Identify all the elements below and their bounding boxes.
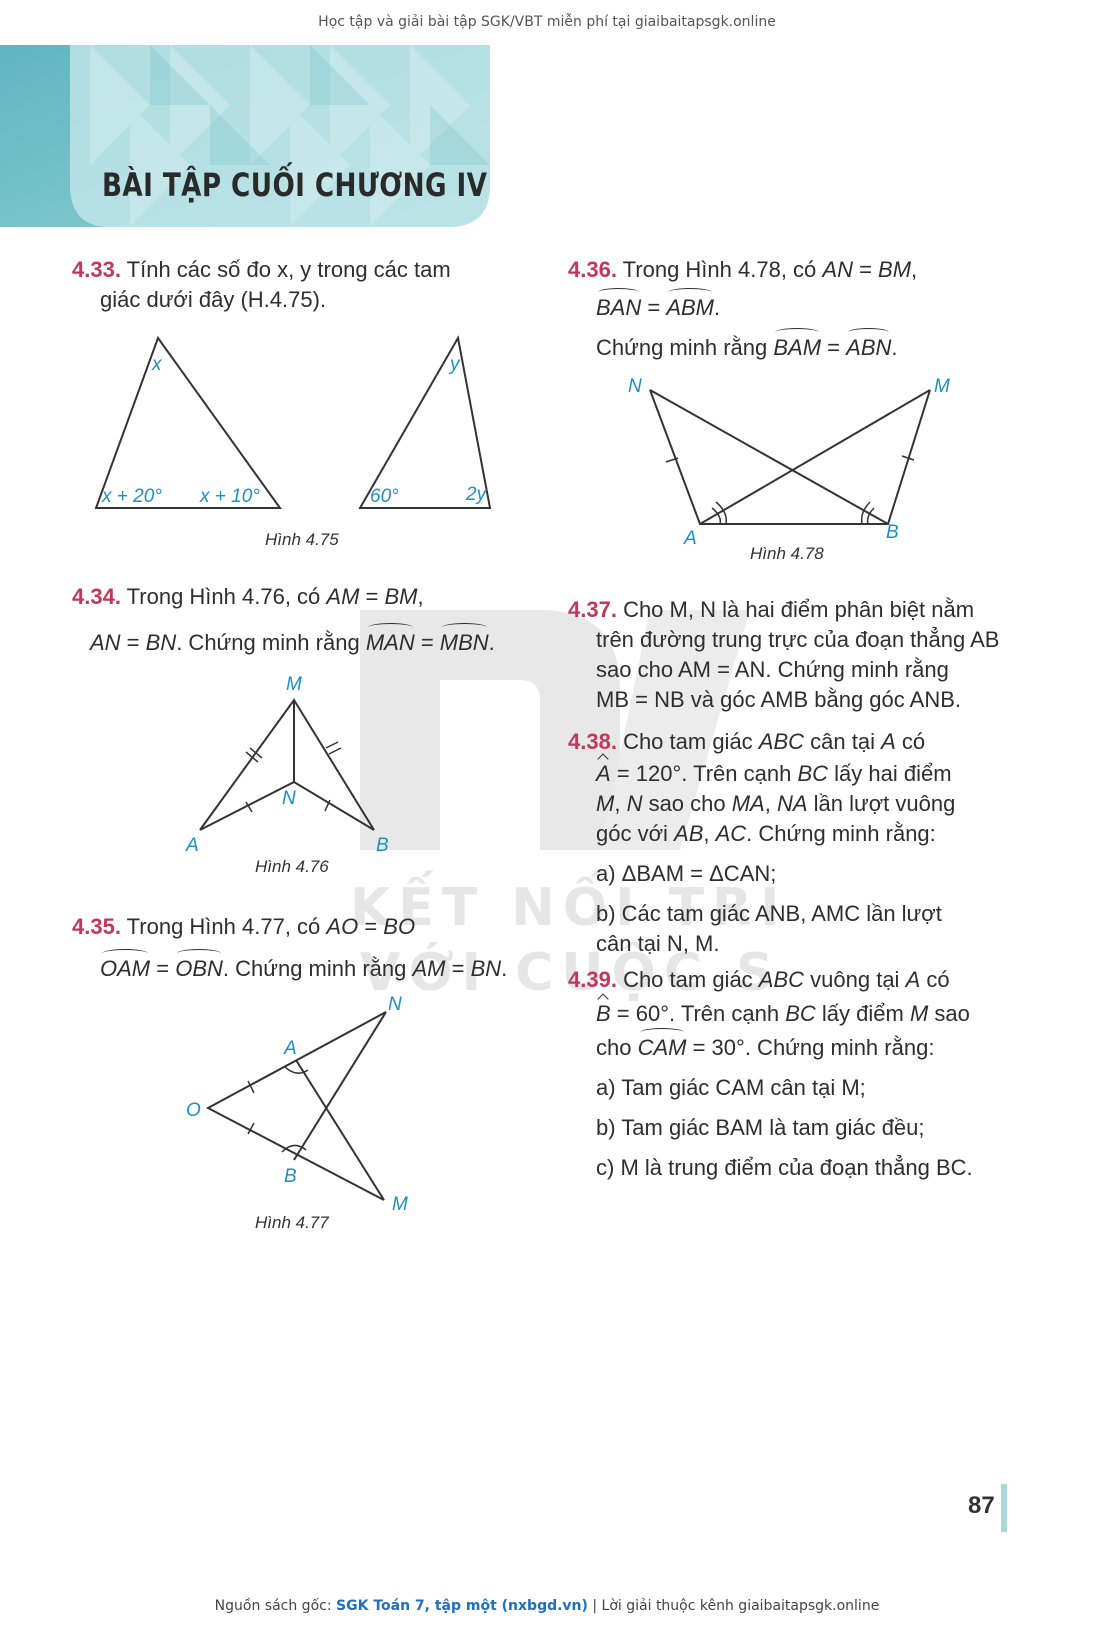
problem-438-b2: cân tại N, M. [596, 931, 720, 956]
problem-438-number: 4.38. [568, 729, 617, 754]
problem-437 [568, 595, 1038, 715]
caption-477: Hình 4.77 [255, 1213, 329, 1232]
label-477-B: B [284, 1166, 297, 1187]
problem-437-line3: sao cho AM = AN. Chứng minh rằng [596, 657, 949, 682]
label-2y: 2y [466, 484, 487, 505]
label-476-M: M [286, 674, 302, 695]
label-y: y [450, 354, 460, 375]
label-477-O: O [186, 1100, 201, 1121]
problem-437-number: 4.37. [568, 597, 617, 622]
figure-475 [80, 330, 510, 520]
problem-434: 4.34. Trong Hình 4.76, có AM = BM, AN = BN. Chứng minh rằng MAN = MBN. [72, 582, 532, 658]
problem-433-line2: giác dưới đây (H.4.75). [100, 287, 327, 312]
watermark-line2: VỚI CUỘC S [360, 943, 780, 1003]
footer-source-link[interactable]: SGK Toán 7, tập một (nxbgd.vn) [336, 1598, 588, 1614]
problem-435-number: 4.35. [72, 914, 121, 939]
problem-438-a: a) ΔBAM = ΔCAN; [596, 861, 777, 886]
top-note: Học tập và giải bài tập SGK/VBT miễn phí tại giaibaitapsgk.online [318, 14, 776, 30]
label-478-M: M [934, 376, 950, 397]
caption-475: Hình 4.75 [265, 530, 339, 549]
label-477-A: A [284, 1038, 297, 1059]
problem-435: 4.35. Trong Hình 4.77, có AO = BO OAM = OBN. Chứng minh rằng AM = BN. [72, 912, 532, 984]
problem-439-a: a) Tam giác CAM cân tại M; [596, 1075, 866, 1100]
problem-433-line1: Tính các số đo x, y trong các tam [126, 257, 451, 282]
label-60: 60° [370, 486, 399, 507]
label-477-M: M [392, 1194, 408, 1215]
problem-436: 4.36. Trong Hình 4.78, có AN = BM, BAN = ABM. Chứng minh rằng BAM = ABN. [568, 255, 1038, 363]
figure-478 [620, 370, 960, 550]
watermark-line1: KẾT NỐI TRI [350, 878, 780, 938]
problem-437-line2: trên đường trung trực của đoạn thẳng AB [596, 627, 1000, 652]
caption-478: Hình 4.78 [750, 544, 824, 563]
problem-436-number: 4.36. [568, 257, 617, 282]
label-x10: x + 10° [200, 486, 260, 507]
problem-437-line4: MB = NB và góc AMB bằng góc ANB. [596, 687, 962, 712]
problem-438-b1: b) Các tam giác ANB, AMC lần lượt [596, 901, 942, 926]
problem-433-number: 4.33. [72, 257, 121, 282]
problem-433 [72, 255, 522, 315]
label-478-A: A [684, 528, 697, 549]
label-478-N: N [628, 376, 642, 397]
problem-434-number: 4.34. [72, 584, 121, 609]
page-number: 87 [968, 1492, 995, 1519]
label-477-N: N [388, 994, 402, 1015]
footer-note [0, 1598, 1094, 1614]
page-number-bar [1001, 1484, 1007, 1532]
label-x20: x + 20° [102, 486, 162, 507]
footer-source-suffix: | Lời giải thuộc kênh giaibaitapsgk.online [587, 1598, 880, 1614]
problem-439-c: c) M là trung điểm của đoạn thẳng BC. [596, 1155, 973, 1180]
problem-437-line1: Cho M, N là hai điểm phân biệt nằm [623, 597, 975, 622]
chapter-title: BÀI TẬP CUỐI CHƯƠNG IV [102, 166, 488, 204]
label-476-A: A [186, 835, 199, 856]
label-476-B: B [376, 835, 389, 856]
caption-476: Hình 4.76 [255, 857, 329, 876]
problem-438: 4.38. Cho tam giác ABC cân tại A có A = 120°. Trên cạnh BC lấy hai điểm M, N sao cho MA, NA lần lượt vuông góc với AB, AC. Chứng minh rằng: a) ΔBAM = ΔCAN; b) Các tam giác ANB, AMC lần lượt cân tại N, M. [568, 727, 1038, 959]
problem-439: 4.39. Cho tam giác ABC vuông tại A có B = 60°. Trên cạnh BC lấy điểm M sao cho CAM = 30°. Chứng minh rằng: a) Tam giác CAM cân tại M; b) Tam giác BAM là tam giác đều; c) M là trung điểm của đoạn thẳng BC. [568, 965, 1038, 1183]
figure-476 [180, 670, 410, 860]
footer-source-prefix: Nguồn sách gốc: [214, 1598, 337, 1614]
problem-439-b: b) Tam giác BAM là tam giác đều; [596, 1115, 925, 1140]
label-x: x [152, 354, 162, 375]
label-478-B: B [886, 522, 899, 543]
label-476-N: N [282, 788, 296, 809]
problem-439-number: 4.39. [568, 967, 617, 992]
figure-477 [180, 992, 440, 1222]
